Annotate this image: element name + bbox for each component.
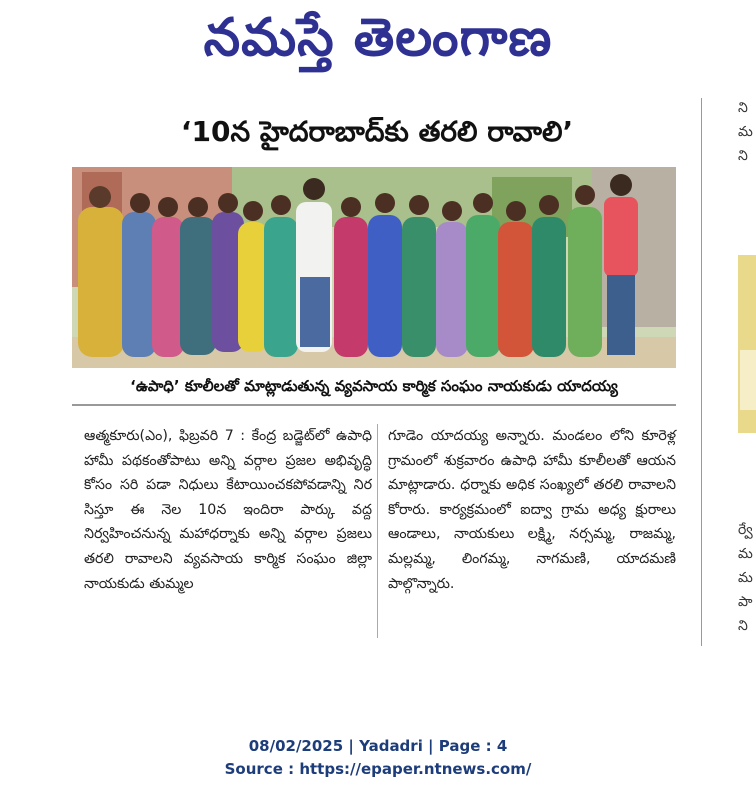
article-column-1: ఆత్మకూరు(ఎం), ఫిబ్రవరి 7 : కేంద్ర బడ్జెట్‌లో ఉపాధి హామీ పథకంతోపాటు అన్ని వర్గాల ప్రజల అభివృద్ధి కోసం సరి పడా నిధులు కేటాయించకపోవడాన్ని నిర సిస్తూ ఈ నెల 10న ఇందిరా పార్కు వద్ద నిర్వహించనున్న మహాధర్నాకు అన్ని వర్గాల ప్రజలు తరలి రావాలని వ్యవసాయ కార్మిక సంఘం జిల్లా నాయకుడు తుమ్మల	[84, 428, 372, 592]
adjacent-article-fragment: ని	[738, 148, 748, 164]
newspaper-masthead: నమస్తే తెలంగాణ	[203, 8, 553, 68]
article-column-2: గూడెం యాదయ్య అన్నారు. మండలం లోని కూరెళ్ల గ్రామంలో శుక్రవారం ఉపాధి హామీ కూలీలతో ఆయన మాట్లాడారు. ధర్నాకు అధిక సంఖ్యలో తరలి రావాలని కోరారు. కార్యక్రమంలో ఐద్వా గ్రామ అధ్య క్షురాలు ఆండాలు, నాయకులు లక్ష్మి, నర్సమ్మ, రాజమ్మ, మల్లమ్మ, లింగమ్మ, నాగమణి, యాదమణి పాల్గొన్నారు.	[388, 428, 676, 592]
photo-caption: ‘ఉపాధి’ కూలీలతో మాట్లాడుతున్న వ్యవసాయ కార్మిక సంఘం నాయకుడు యాదయ్య	[130, 377, 618, 395]
column-divider-right	[701, 98, 702, 646]
adjacent-article-fragment: ర్వే	[738, 522, 753, 538]
adjacent-article-fragment: మ	[738, 546, 753, 562]
news-photo	[72, 167, 676, 368]
article-headline: ‘10న హైదరాబాద్‌కు తరలి రావాలి’	[180, 115, 574, 148]
caption-rule	[72, 404, 676, 406]
adjacent-article-fragment: ని	[738, 100, 748, 116]
column-divider	[377, 424, 378, 638]
adjacent-article-fragment: మ	[738, 570, 753, 586]
footer-source: Source : https://epaper.ntnews.com/	[224, 760, 532, 778]
adjacent-photo-highlight	[740, 350, 756, 410]
adjacent-article-fragment: ని	[738, 618, 748, 634]
footer-edition-info: 08/02/2025 | Yadadri | Page : 4	[248, 737, 508, 755]
adjacent-article-fragment: పా	[738, 594, 753, 610]
adjacent-article-fragment: మ	[738, 124, 753, 140]
